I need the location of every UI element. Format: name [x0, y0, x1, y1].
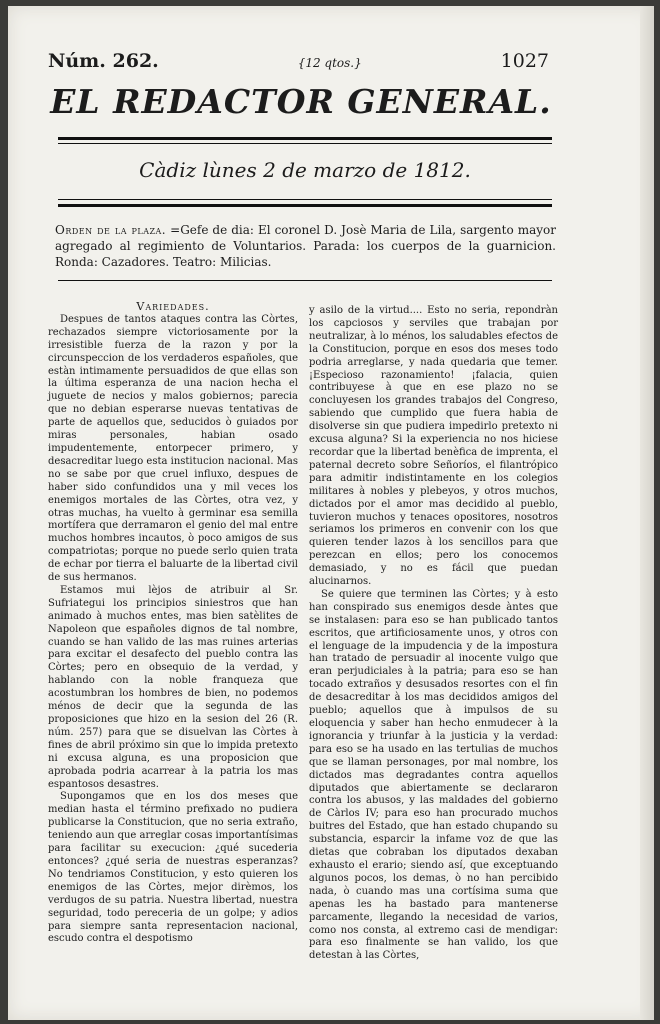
rule-section — [58, 280, 552, 281]
section-title: Variedades. — [136, 300, 210, 313]
rule-date — [58, 204, 552, 207]
rule-top-thin — [58, 143, 552, 144]
column-left — [48, 300, 299, 945]
rule-date-thin — [58, 199, 552, 200]
paragraph: Supongamos que en los dos meses que median hasta el término prefixado no pudiera publicarse la Constitucion, que no seria extraño, teniendo aun que arreglar cosas importantísimas para facilitar su execucion: ¿qué sucederia entonces? ¿qué seria de nuestras esperanzas? No tendriamos Constitucion, y esto quieren los enemigos de las Còrtes, mejor dirèmos, los verdugos de su patria. Nuestra libertad, nuestra seguridad, todo pereceria de un golpe; y adios para siempre santa representacion nacional, escudo contra el despotismo — [48, 791, 298, 945]
newspaper-title: EL REDACTOR GENERAL. — [50, 82, 552, 121]
price-label: {12 qtos.} — [297, 56, 362, 70]
paragraph: Estamos mui lèjos de atribuir al Sr. Sufriategui los principios siniestros que han animado à muchos entes, mas bien satèlites de Napoleon que españoles dignos de tal nombre, cuando se han valido de las mas ruines arterias para excitar el desafecto del pueblo contra las Còrtes; pero en obsequio de la verdad, y hablando con la noble franqueza que acostumbran los hombres de bien, no podemos ménos de decir que la segunda de las proposiciones que hizo en la sesion del 26 (R. núm. 257) para que se disuelvan las Còrtes à fines de abril próximo sin que lo impida pretexto ni excusa alguna, es una proposicion que aprobada podria acarrear à la patria los mas espantosos desastres. — [48, 584, 298, 790]
issue-number: Núm. 262. — [48, 50, 159, 72]
paragraph: y asilo de la virtud.... Esto no seria, repondràn los capciosos y serviles que trabajan por neutralizar, à lo ménos, los saludables efectos de la Constitucion, porque en esos dos meses todo podria arreglarse, y nada quedaria que temer. ¡Especioso razonamiento! ¡falacia, quien contribuyese à que en ese plazo no se concluyesen los grandes trabajos del Congreso, sabiendo que cumplido que fuera habia de disolverse sin que pudiera impedirlo pretexto ni excusa alguna? Si la experiencia no nos hiciese recordar que la libertad benèfica de imprenta, el paternal decreto sobre Señoríos, el filantrópico para admitir indistintamente en los colegios militares à nobles y plebeyos, y otros muchos, dictados por el amor mas decidido al pueblo, tuvieron muchos y tenaces opositores, nosotros seriamos los primeros en convenir con los que quieren tender lazos à los sencillos para que perezcan en ellos; pero los conocemos demasiado, y no es fácil que puedan alucinarnos. — [309, 305, 558, 588]
column-right — [309, 305, 558, 962]
orden-text: =Gefe de dia: El coronel D. Josè Maria de Lila, sargento mayor agregado al regimiento de Voluntarios. Parada: los cuerpos de la guarnicion. Ronda: Cazadores. Teatro: Milicias. — [55, 223, 556, 269]
rule-top — [58, 137, 552, 140]
page-number: 1027 — [500, 50, 549, 72]
orden-de-la-plaza — [55, 222, 556, 270]
header-top-line — [48, 50, 549, 80]
dateline: Càdiz lùnes 2 de marzo de 1812. — [139, 158, 471, 182]
paragraph: Despues de tantos ataques contra las Còrtes, rechazados siempre victoriosamente por la irresistible fuerza de la razon y por la circunspeccion de los verdaderos españoles, que estàn intimamente persuadidos de que ellas son la última esperanza de una nacion hecha el juguete de necios y malos gobiernos; parecia que no debian esperarse nuevas tentativas de parte de aquellos que, seducidos ò guiados por miras personales, habian osado impudentemente, entorpecer primero, y desacreditar luego esta institucion nacional. Mas no se sabe por que cruel influxo, despues de haber sido confundidos una y mil veces los enemigos mortales de las Còrtes, otra vez, y otras muchas, ha vuelto à germinar esa semilla mortífera que derramaron el genio del mal entre muchos hombres incautos, ò poco amigos de sus compatriotas; porque no puede serlo quien trata de echar por tierra el baluarte de la libertad civil de sus hermanos. — [48, 313, 299, 584]
orden-heading: Orden de la plaza. — [55, 223, 167, 237]
page-edge — [640, 6, 654, 1020]
paragraph: Se quiere que terminen las Còrtes; y à esto han conspirado sus enemigos desde àntes que se instalasen: para eso se han publicado tantos escritos, que artificiosamente unos, y otros con el lenguage de la impudencia y de la impostura han tratado de persuadir al inocente vulgo que eran perjudiciales à la patria; para eso se han tocado extraños y desusados resortes con el fin de desacreditar à los mas decididos amigos del pueblo; aquellos que à impulsos de su eloquencia y saber han hecho enmudecer à la ignorancia y triunfar à la justicia y la verdad: para eso se ha usado en las tertulias de muchos que se llaman personages, por mal nombre, los dictados mas degradantes contra aquellos diputados que abiertamente se declararon contra los abusos, y las maldades del gobierno de Càrlos IV; para eso han procurado muchos buitres del Estado, que han estado chupando su substancia, esparcir la infame voz de que las dietas que cobraban los diputados dexaban exhausto el erario; siendo así, que exceptuando algunos pocos, los demas, ò no han percibido nada, ò cuando mas una cortísima suma que apenas les ha bastado para mantenerse parcamente, llegando la necesidad de varios, como nos consta, al extremo casi de mendigar: para eso finalmente se han valido, los que detestan à las Còrtes, — [309, 588, 558, 962]
newspaper-page — [8, 6, 654, 1020]
